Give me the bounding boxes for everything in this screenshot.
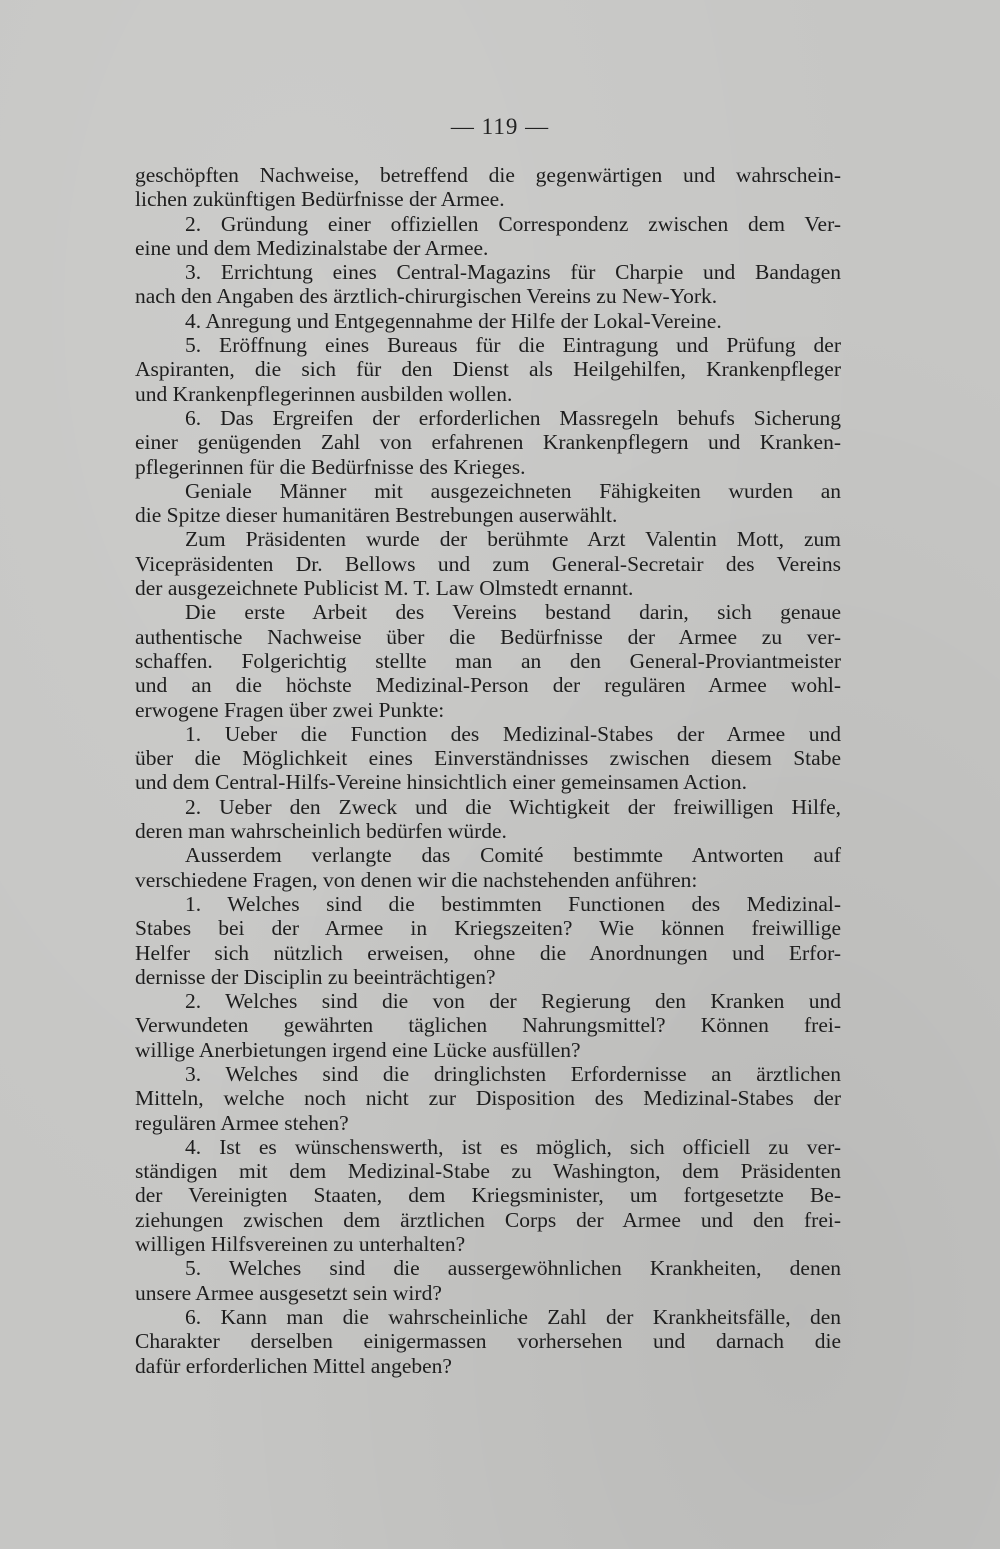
text-line: deren man wahrscheinlich bedürfen würde. (135, 819, 507, 844)
text-line: 2. Ueber den Zweck und die Wichtigkeit der freiwilligen Hilfe, (185, 794, 841, 819)
text-line: ständigen mit dem Medizinal-Stabe zu Washington, dem Präsidenten (135, 1159, 841, 1184)
text-line: Helfer sich nützlich erweisen, ohne die Anordnungen und Erfor- (135, 940, 841, 965)
text-line: Stabes bei der Armee in Kriegszeiten? Wie können freiwillige (135, 916, 841, 941)
text-line: Mitteln, welche noch nicht zur Disposition des Medizinal-Stabes der (135, 1086, 841, 1111)
text-line: schaffen. Folgerichtig stellte man an den General-Proviantmeister (135, 648, 841, 673)
text-line: 2. Welches sind die von der Regierung den Kranken und (185, 989, 841, 1014)
text-line: Aspiranten, die sich für den Dienst als Heilgehilfen, Krankenpfleger (135, 357, 841, 382)
text-line: ziehungen zwischen dem ärztlichen Corps der Armee und den frei- (135, 1207, 841, 1232)
text-line: dafür erforderlichen Mittel angeben? (135, 1353, 452, 1378)
text-line: Verwundeten gewährten täglichen Nahrungsmittel? Können frei- (135, 1013, 841, 1038)
text-line: pflegerinnen für die Bedürfnisse des Krieges. (135, 454, 526, 479)
text-line: 6. Kann man die wahrscheinliche Zahl der Krankheitsfälle, den (185, 1304, 841, 1329)
text-line: erwogene Fragen über zwei Punkte: (135, 697, 445, 722)
text-line: eine und dem Medizinalstabe der Armee. (135, 235, 489, 260)
text-line: 1. Ueber die Function des Medizinal-Stabes der Armee und (185, 721, 841, 746)
text-line: 2. Gründung einer offiziellen Correspondenz zwischen dem Ver- (185, 211, 841, 236)
text-line: unsere Armee ausgesetzt sein wird? (135, 1280, 442, 1305)
text-line: einer genügenden Zahl von erfahrenen Krankenpflegern und Kranken- (135, 430, 841, 455)
text-line: der Vereinigten Staaten, dem Kriegsminister, um fortgesetzte Be- (135, 1183, 841, 1208)
text-line: der ausgezeichnete Publicist M. T. Law Olmstedt ernannt. (135, 576, 634, 601)
text-line: Vicepräsidenten Dr. Bellows und zum General-Secretair des Vereins (135, 551, 841, 576)
text-line: die Spitze dieser humanitären Bestrebungen auserwählt. (135, 503, 618, 528)
text-line: 3. Welches sind die dringlichsten Erfordernisse an ärztlichen (185, 1061, 841, 1086)
text-line: 4. Anregung und Entgegennahme der Hilfe der Lokal-Vereine. (185, 308, 722, 333)
text-line: Charakter derselben einigermassen vorhersehen und darnach die (135, 1329, 841, 1354)
body-text (135, 163, 841, 1378)
text-line: und dem Central-Hilfs-Vereine hinsichtlich einer gemeinsamen Action. (135, 770, 747, 795)
text-line: dernisse der Disciplin zu beeinträchtigen? (135, 964, 496, 989)
page-number: — 119 — (450, 114, 550, 139)
text-line: willige Anerbietungen irgend eine Lücke ausfüllen? (135, 1037, 581, 1062)
text-line: regulären Armee stehen? (135, 1110, 349, 1135)
text-line: 1. Welches sind die bestimmten Functionen des Medizinal- (185, 891, 841, 916)
text-line: und Krankenpflegerinnen ausbilden wollen. (135, 381, 513, 406)
text-line: Ausserdem verlangte das Comité bestimmte Antworten auf (185, 843, 841, 868)
text-line: nach den Angaben des ärztlich-chirurgischen Vereins zu New-York. (135, 284, 718, 309)
text-line: authentische Nachweise über die Bedürfnisse der Armee zu ver- (135, 624, 841, 649)
text-line: 4. Ist es wünschenswerth, ist es möglich, sich officiell zu ver- (185, 1134, 841, 1159)
text-line: Die erste Arbeit des Vereins bestand darin, sich genaue (185, 600, 841, 625)
text-line: über die Möglichkeit eines Einverständnisses zwischen diesem Stabe (135, 746, 841, 771)
text-line: 5. Welches sind die aussergewöhnlichen Krankheiten, denen (185, 1256, 841, 1281)
text-line: 6. Das Ergreifen der erforderlichen Massregeln behufs Sicherung (185, 405, 841, 430)
text-line: geschöpften Nachweise, betreffend die gegenwärtigen und wahrschein- (135, 163, 841, 187)
text-line: lichen zukünftigen Bedürfnisse der Armee. (135, 187, 505, 212)
text-line: 5. Eröffnung eines Bureaus für die Eintragung und Prüfung der (185, 333, 841, 358)
text-line: und an die höchste Medizinal-Person der regulären Armee wohl- (135, 673, 841, 698)
text-line: Zum Präsidenten wurde der berühmte Arzt Valentin Mott, zum (185, 527, 841, 552)
text-line: verschiedene Fragen, von denen wir die nachstehenden anführen: (135, 867, 698, 892)
text-line: willigen Hilfsvereinen zu unterhalten? (135, 1232, 466, 1257)
text-line: Geniale Männer mit ausgezeichneten Fähigkeiten wurden an (185, 478, 841, 503)
text-line: 3. Errichtung eines Central-Magazins für Charpie und Bandagen (185, 260, 841, 285)
